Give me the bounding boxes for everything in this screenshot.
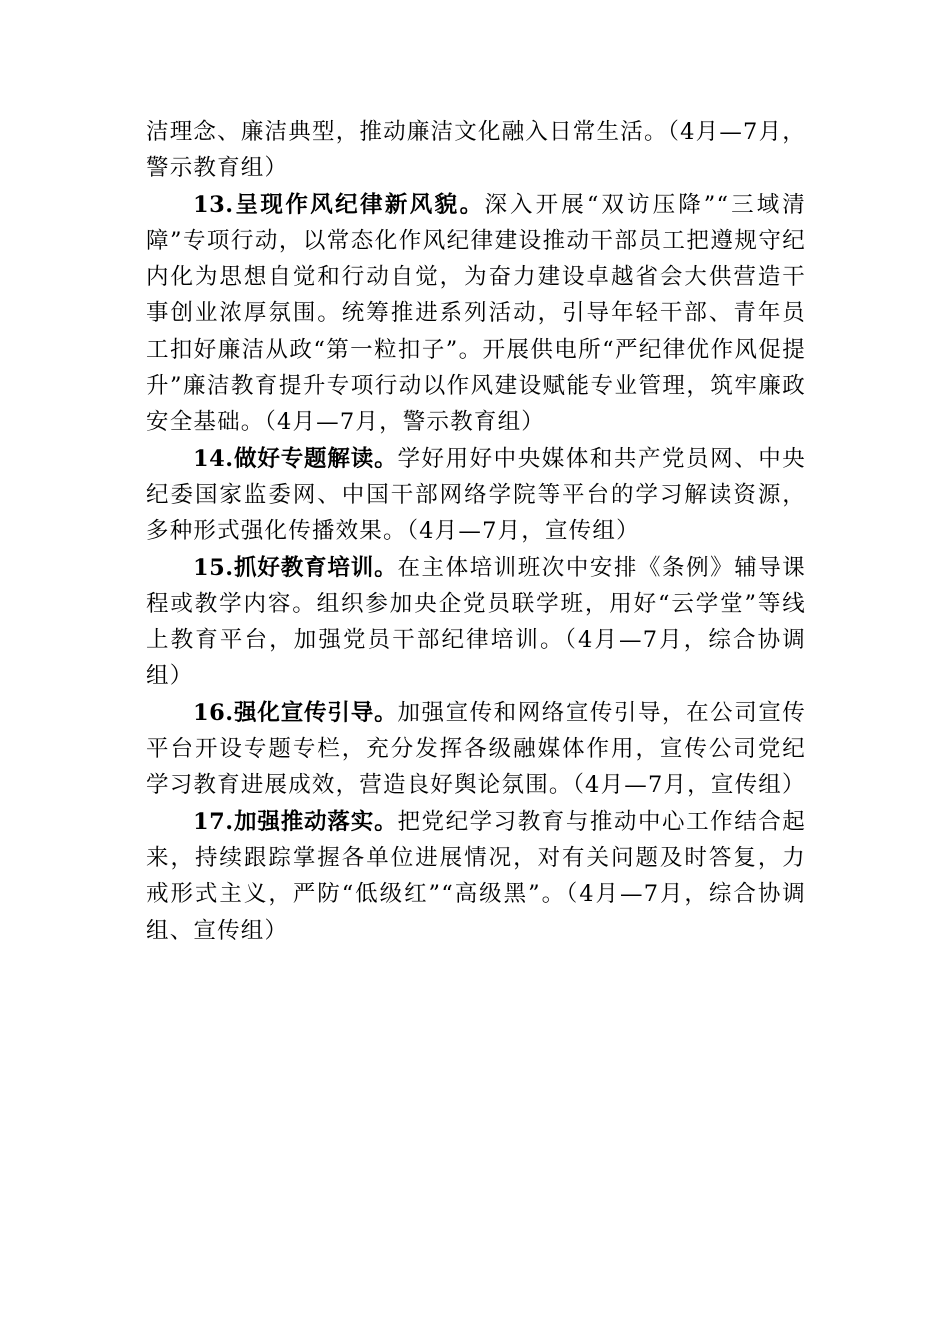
paragraph-text: 深入开展“双访压降”“三域清障”专项行动，以常态化作风纪律建设推动干部员工把遵规守纪内化为思想自觉和行动自觉，为奋力建设卓越省会大供营造干事创业浓厚氛围。统筹推进系列活动，引导年轻干部、青年员工扣好廉洁从政“第一粒扣子”。开展供电所“严纪律优作风促提升”廉洁教育提升专项行动以作风建设赋能专业管理，筑牢廉政安全基础。（4月—7月，警示教育组） bbox=[146, 191, 806, 436]
paragraph-continuation bbox=[146, 114, 806, 187]
paragraph-item-16 bbox=[146, 695, 806, 804]
paragraph-text: 把党纪学习教育与推动中心工作结合起来，持续跟踪掌握各单位进展情况，对有关问题及时答复，力戒形式主义，严防“低级红”“高级黑”。（4月—7月，综合协调组、宣传组） bbox=[146, 808, 806, 944]
paragraph-text: 学好用好中央媒体和共产党员网、中央纪委国家监委网、中国干部网络学院等平台的学习解读资源，多种形式强化传播效果。（4月—7月，宣传组） bbox=[146, 445, 806, 545]
paragraph-heading: 14.做好专题解读。 bbox=[193, 445, 398, 472]
paragraph-text: 洁理念、廉洁典型，推动廉洁文化融入日常生活。（4月—7月，警示教育组） bbox=[146, 119, 806, 182]
paragraph-text: 在主体培训班次中安排《条例》辅导课程或教学内容。组织参加央企党员联学班，用好“云学堂”等线上教育平台，加强党员干部纪律培训。（4月—7月，综合协调组） bbox=[146, 554, 806, 690]
paragraph-item-13 bbox=[146, 187, 806, 441]
paragraph-heading: 17.加强推动落实。 bbox=[193, 808, 398, 835]
paragraph-item-14 bbox=[146, 441, 806, 550]
paragraph-text: 加强宣传和网络宣传引导，在公司宣传平台开设专题专栏，充分发挥各级融媒体作用，宣传公司党纪学习教育进展成效，营造良好舆论氛围。（4月—7月，宣传组） bbox=[146, 699, 806, 799]
document-page bbox=[146, 114, 806, 949]
paragraph-item-15 bbox=[146, 550, 806, 695]
paragraph-heading: 16.强化宣传引导。 bbox=[193, 699, 398, 726]
paragraph-heading: 15.抓好教育培训。 bbox=[193, 554, 398, 581]
paragraph-heading: 13.呈现作风纪律新风貌。 bbox=[193, 191, 485, 218]
paragraph-item-17 bbox=[146, 804, 806, 949]
